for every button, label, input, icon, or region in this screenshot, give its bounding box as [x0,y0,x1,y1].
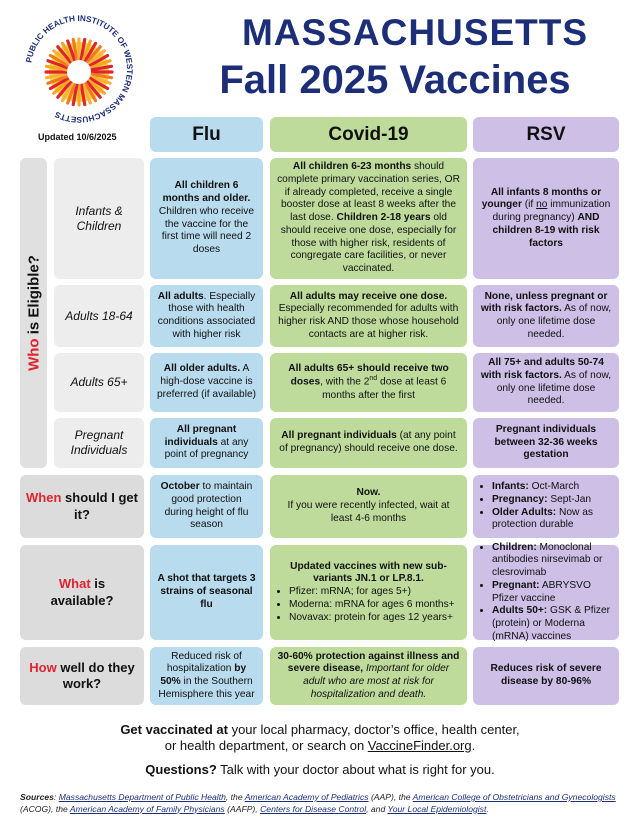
rsv-what-item-1: • Children: Monoclonal antibodies nirsevimab or clesrovimab [492,542,613,580]
covid-what-cell: Updated vaccines with new sub-variants JN.1 or LP.8.1. • Pfizer: mRNA; for ages 5+) • Moderna: mRNA for ages 6 months+ • Novavax: protein for ages 12 years+ [270,545,467,640]
covid-what-item-3: • Novavax: protein for ages 12 years+ [289,612,461,625]
covid-adults-cell: All adults may receive one dose. Especially recommended for adults with higher risk AND those whose household contacts are at higher risk. [270,285,467,347]
how-label: How well do they work? [20,647,144,705]
rsv-adults65-cell: All 75+ and adults 50-74 with risk factors. As of now, only one lifetime dose needed. [473,353,619,412]
source-link-cdc[interactable]: Centers for Disease Control [260,803,367,814]
rsv-how-cell: Reduces risk of severe disease by 80-96% [473,647,619,705]
covid-adults65-cell: All adults 65+ should receive two doses, with the 2nd dose at least 6 months after the first [270,353,467,412]
covid-pregnant-cell: All pregnant individuals (at any point of pregnancy) should receive one dose. [270,418,467,468]
column-header-flu: Flu [150,117,263,152]
sources: Sources: Massachusetts Department of Public Health, the American Academy of Pediatrics (AAP), the American College of Obstetricians and Gynecologists (ACOG), the American Academy of Family Physicians (AAFP), Centers for Disease Control, and Your Local Epidemiologist. [20,792,616,814]
covid-how-cell: 30-60% protection against illness and severe disease, Important for older adult who are most at risk for hospitalization and death. [270,647,467,705]
rsv-what-item-3: • Adults 50+: GSK & Pfizer (protein) or Moderna (mRNA) vaccines [492,605,613,643]
rsv-pregnant-cell: Pregnant individuals between 32-36 weeks gestation [473,418,619,468]
source-link-yle[interactable]: Your Local Epidemiologist [387,803,487,814]
footer-line1: Get vaccinated at your local pharmacy, doctor’s office, health center, [120,722,520,737]
flu-what-cell: A shot that targets 3 strains of seasonal flu [150,545,263,640]
flu-how-cell: Reduced risk of hospitalization by 50% in the Southern Hemisphere this year [150,647,263,705]
who-word: Who [25,338,42,371]
covid-what-item-1: • Pfizer: mRNA; for ages 5+) [289,586,461,599]
rsv-when-cell [473,475,619,538]
covid-infants-cell: All children 6-23 months should complete primary vaccination series, OR if already completed, receive a single booster dose at least 8 weeks after the last dose. Children 2-18 years old should receive one dose, especially for those with higher risk, residents of congregate care facilities, or never vaccinated. [270,158,467,279]
flu-when-cell: October to maintain good protection during height of flu season [150,475,263,538]
source-link-mdph[interactable]: Massachusetts Department of Public Health [58,792,226,802]
rsv-when-item-3: • Older Adults: Now as protection durable [492,507,613,533]
covid-what-item-2: • Moderna: mRNA for ages 6 months+ [289,599,461,612]
what-label: What is available? [20,545,144,640]
vaccinefinder-link[interactable]: VaccineFinder.org [367,738,472,753]
column-header-covid: Covid-19 [270,117,467,152]
source-link-aap[interactable]: American Academy of Pediatrics [244,792,369,802]
rsv-adults-cell: None, unless pregnant or with risk factors. As of now, only one lifetime dose needed. [473,285,619,347]
row-label-infants: Infants & Children [54,158,144,279]
who-eligible-label [20,158,47,468]
footer-line2: or health department, or search on VaccineFinder.org. [164,738,476,753]
updated-date: Updated 10/6/2025 [38,132,117,142]
source-link-aafp[interactable]: American Academy of Family Physicians [69,803,225,814]
logo [20,10,138,128]
rsv-what-cell [473,541,619,642]
title-line1: MASSACHUSETTS [241,12,589,53]
row-label-adults65: Adults 65+ [54,353,144,412]
row-label-pregnant: Pregnant Individuals [54,418,144,468]
column-header-rsv: RSV [473,117,619,152]
rsv-what-item-2: • Pregnant: ABRYSVO Pfizer vaccine [492,580,613,606]
title-line2: Fall 2025 Vaccines [219,58,571,102]
rsv-infants-cell: All infants 8 months or younger (if no immunization during pregnancy) AND children 8-19 with risk factors [473,158,619,279]
is-eligible-text: is Eligible? [25,255,42,339]
flu-adults65-cell: All older adults. A high-dose vaccine is preferred (if available) [150,353,263,412]
rsv-when-item-1: • Infants: Oct-March [492,481,613,494]
svg-text:PUBLIC HEALTH INSTITUTE OF WES: PUBLIC HEALTH INSTITUTE OF WESTERN MASSACHUSETTS [24,13,135,125]
flu-pregnant-cell: All pregnant individuals at any point of pregnancy [150,418,263,468]
flu-infants-cell: All children 6 months and older. Children who receive the vaccine for the first time will need 2 doses [150,158,263,279]
rsv-when-item-2: • Pregnancy: Sept-Jan [492,494,613,507]
flu-adults-cell: All adults. Especially those with health conditions associated with higher risk [150,285,263,347]
sunburst-logo-icon [20,10,138,128]
footer-line3: Questions? Talk with your doctor about what is right for you. [145,762,495,777]
row-label-adults: Adults 18-64 [54,285,144,347]
when-label: When should I get it? [20,475,144,538]
source-link-acog[interactable]: American College of Obstetricians and Gynecologists [412,792,616,802]
covid-when-cell: Now. If you were recently infected, wait at least 4-6 months [270,475,467,538]
